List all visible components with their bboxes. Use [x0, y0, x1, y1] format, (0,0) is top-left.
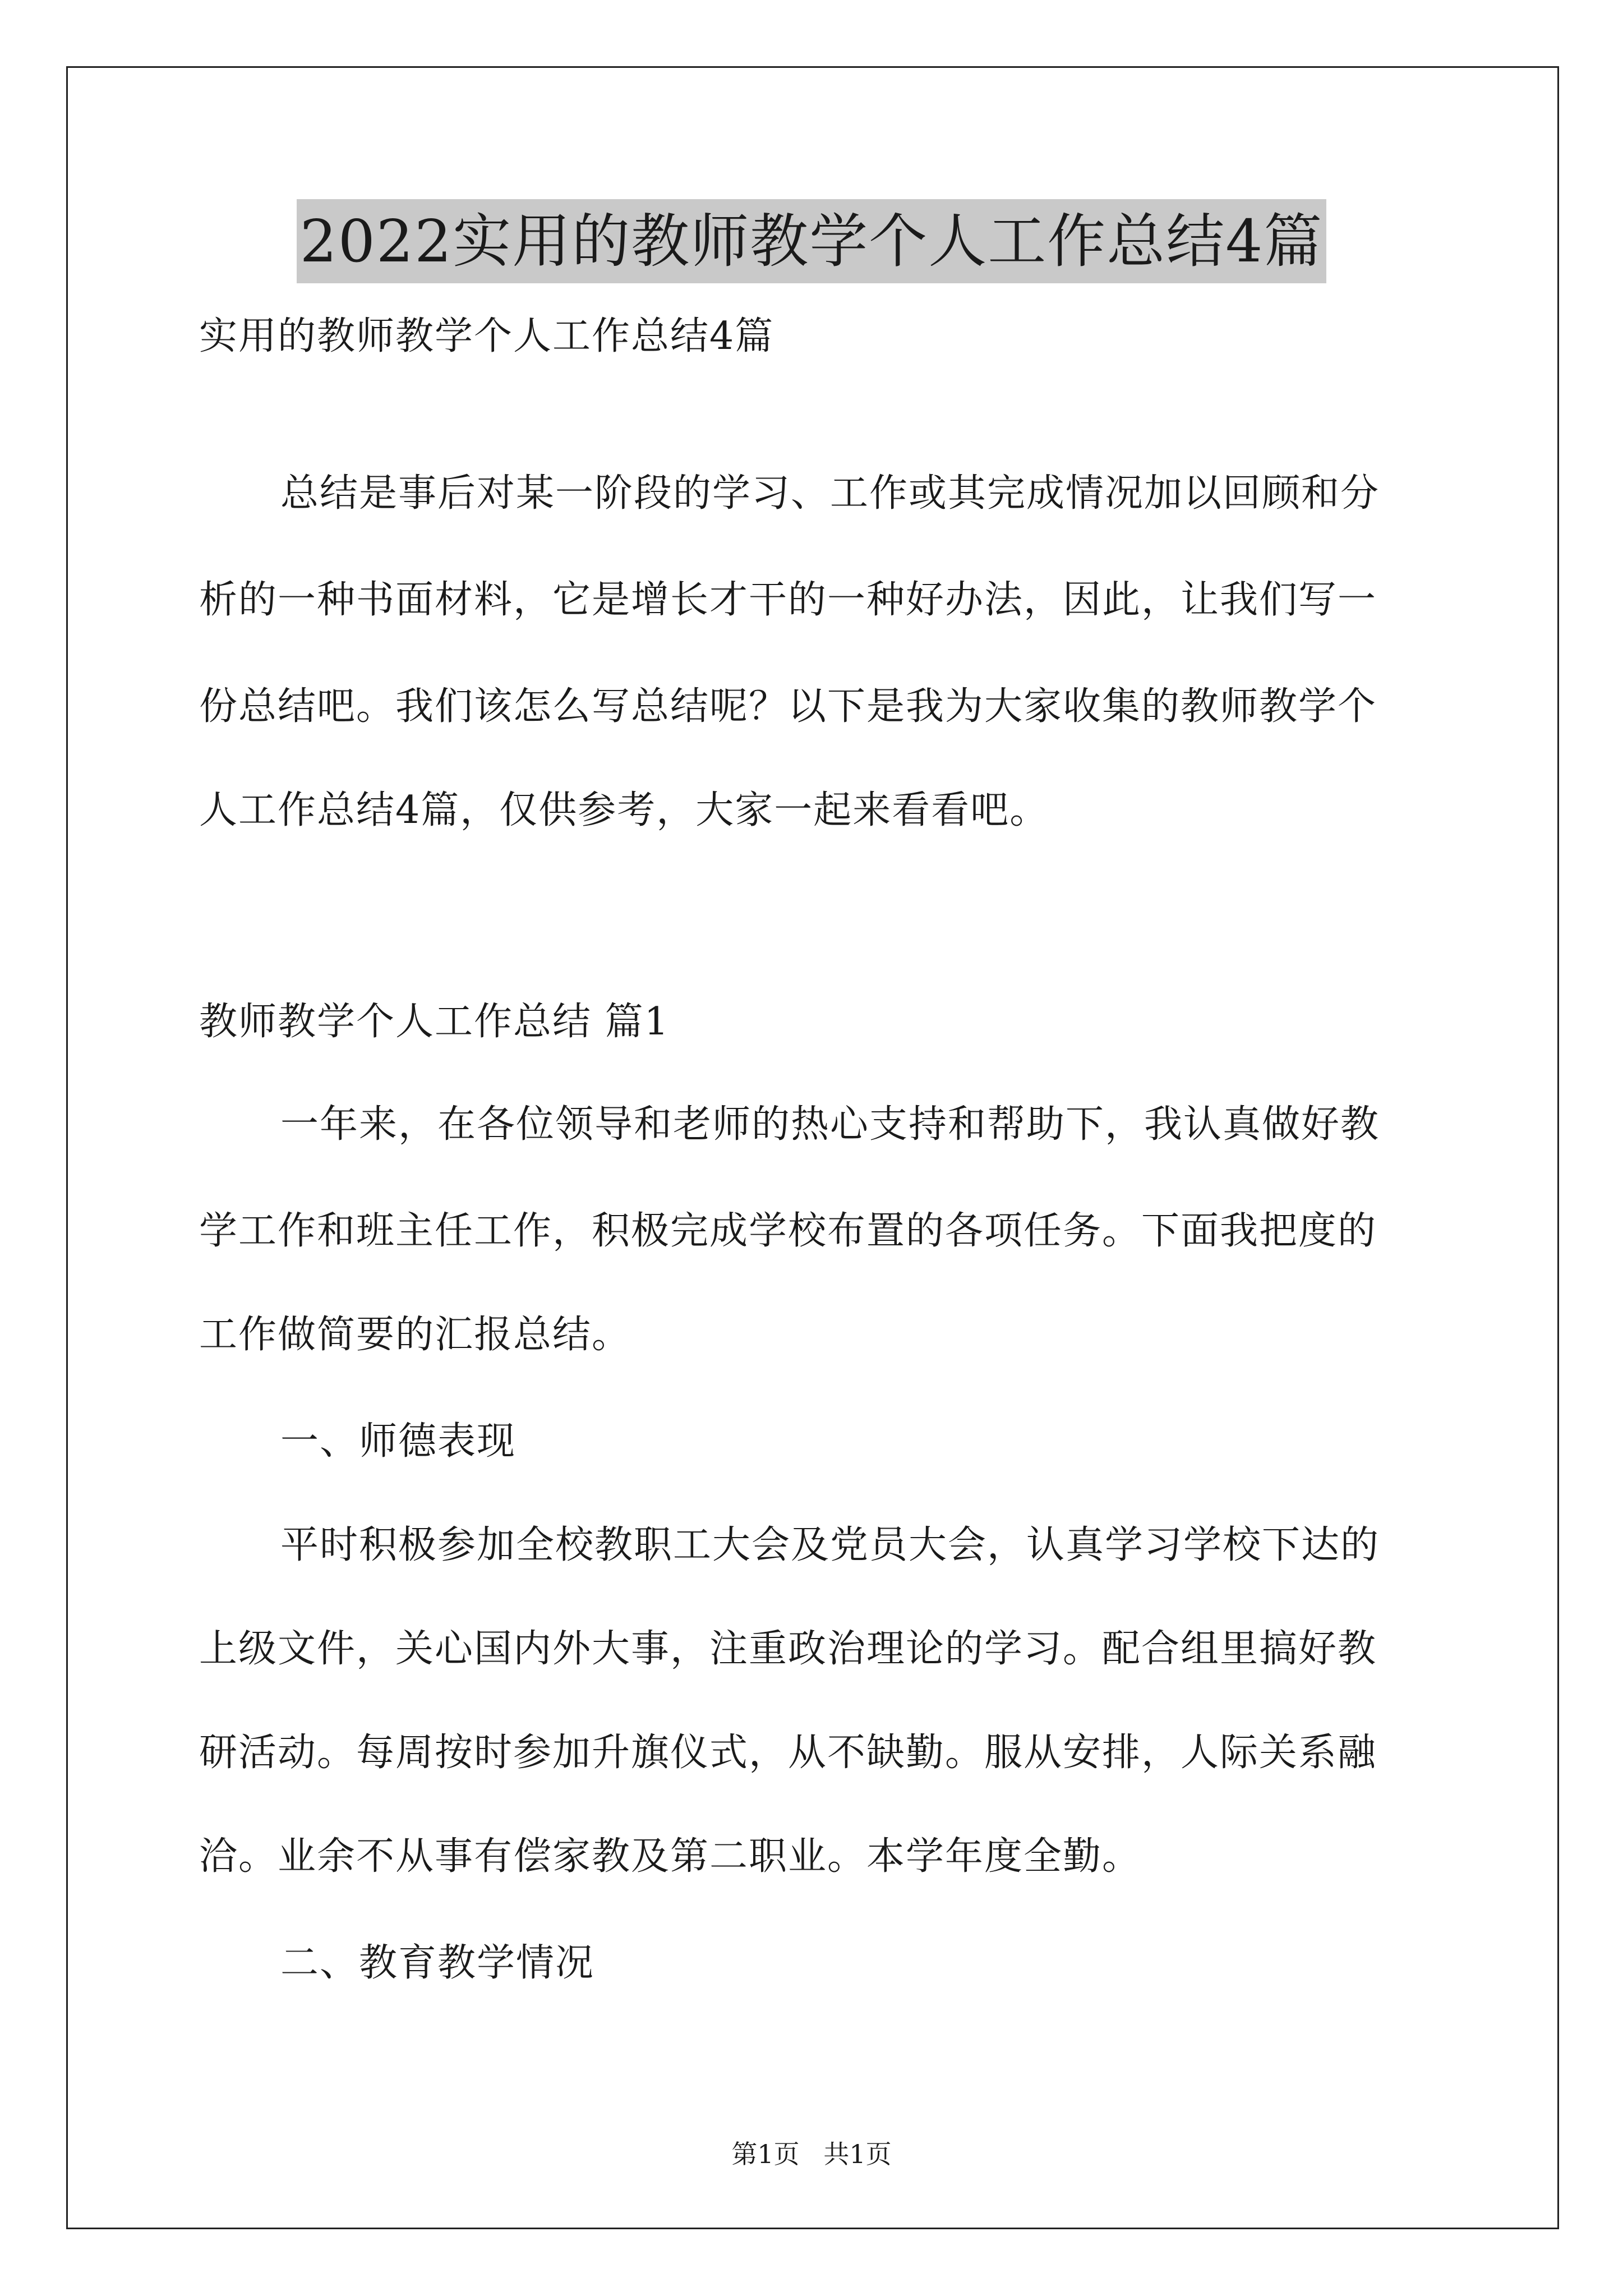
para2-line-2: 上级文件，关心国内外大事，注重政治理论的学习。配合组里搞好教	[199, 1627, 1377, 1671]
section-heading: 教师教学个人工作总结 篇1	[199, 1000, 670, 1044]
page-number-current: 第1页	[731, 2139, 800, 2169]
para1-line-1: 一年来，在各位领导和老师的热心支持和帮助下，我认真做好教	[280, 1102, 1380, 1147]
page-footer	[0, 2137, 1623, 2171]
para2-line-1: 平时积极参加全校教职工大会及党员大会，认真学习学校下达的	[280, 1523, 1380, 1567]
para2-line-4: 洽。业余不从事有偿家教及第二职业。本学年度全勤。	[199, 1834, 1142, 1879]
intro-line-4: 人工作总结4篇，仅供参考，大家一起来看看吧。	[199, 788, 1049, 832]
intro-line-1: 总结是事后对某一阶段的学习、工作或其完成情况加以回顾和分	[280, 471, 1380, 516]
intro-line-2: 析的一种书面材料，它是增长才干的一种好办法，因此，让我们写一	[199, 578, 1377, 622]
title-block	[0, 199, 1623, 283]
para1-line-2: 学工作和班主任工作，积极完成学校布置的各项任务。下面我把度的	[199, 1209, 1377, 1253]
document-title: 2022实用的教师教学个人工作总结4篇	[297, 199, 1327, 283]
heading-jiaoyu: 二、教育教学情况	[280, 1941, 595, 1985]
intro-line-3: 份总结吧。我们该怎么写总结呢？以下是我为大家收集的教师教学个	[199, 684, 1377, 729]
para2-line-3: 研活动。每周按时参加升旗仪式，从不缺勤。服从安排，人际关系融	[199, 1731, 1377, 1775]
page-number-total: 共1页	[823, 2139, 892, 2169]
heading-shide: 一、师德表现	[280, 1419, 517, 1464]
para1-line-3: 工作做简要的汇报总结。	[199, 1313, 631, 1357]
document-subtitle: 实用的教师教学个人工作总结4篇	[199, 314, 774, 358]
